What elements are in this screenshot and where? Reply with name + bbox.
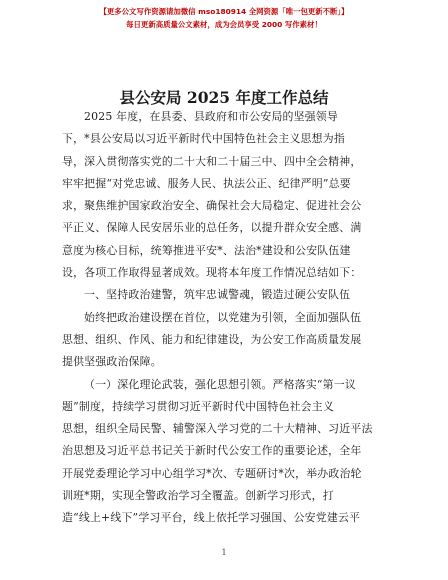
intro-line: 下，*县公安局以习近平新时代中国特色社会主义思想为指 xyxy=(62,132,345,146)
subsection-line: 造“线上+线下”学习平台，线上依托学习强国、公安党建云平 xyxy=(62,511,361,525)
subsection-line: 治思想及习近平总书记关于新时代公安工作的重要论述，全年 xyxy=(62,444,362,458)
section-paragraph-line: 提供坚强政治保障。 xyxy=(62,355,162,369)
subsection-line: 开展党委理论学习中心组学习*次、专题研讨*次，举办政治轮 xyxy=(62,466,362,480)
document-body xyxy=(62,106,384,530)
intro-line: 导，深入贯彻落实党的二十大和二十届三中、四中全会精神， xyxy=(62,154,362,168)
subsection-line: 思想，组织全局民警、辅警深入学习党的二十大精神、习近平法 xyxy=(62,422,373,436)
intro-line: 意度为核心目标，统筹推进平安*、法治*建设和公安队伍建 xyxy=(62,243,351,257)
subsection-line: 训班*期，实现全警政治学习全覆盖。创新学习形式，打 xyxy=(62,489,334,503)
promo-banner-line-1: 【更多公文写作资源请加微信 mso180914 全网资源「唯一包更新不断」】 xyxy=(99,7,349,16)
intro-line: 平正义、保障人民安居乐业的总任务，以提升群众安全感、满 xyxy=(62,221,362,235)
intro-line: 设，各项工作取得显著成效。现将本年度工作情况总结如下： xyxy=(62,266,362,280)
section-paragraph-line: 思想、组织、作风、能力和纪律建设，为公安工作高质量发展 xyxy=(62,332,362,346)
subsection-line: （一）深化理论武装，强化思想引领。严格落实“第一议 xyxy=(84,377,356,391)
document-title: 县公安局 2025 年度工作总结 xyxy=(119,88,329,107)
section-paragraph-line: 始终把政治建设摆在首位，以党建为引领，全面加强队伍 xyxy=(84,310,362,324)
section-heading: 一、坚持政治建警，筑牢忠诚警魂，锻造过硬公安队伍 xyxy=(84,288,351,302)
promo-banner-line-2: 每日更新高质量公文素材，成为会员享受 2000 写作素材！ xyxy=(126,20,322,29)
subsection-line: 题”制度，持续学习贯彻习近平新时代中国特色社会主义 xyxy=(62,399,334,413)
intro-line: 求，聚焦维护国家政治安全、确保社会大局稳定、促进社会公 xyxy=(62,199,362,213)
intro-line: 牢牢把握“对党忠诚、服务人民、执法公正、纪律严明”总要 xyxy=(62,176,351,190)
intro-line: 2025 年度，在县委、县政府和市公安局的坚强领导 xyxy=(84,110,338,123)
page-number: 1 xyxy=(221,548,227,557)
